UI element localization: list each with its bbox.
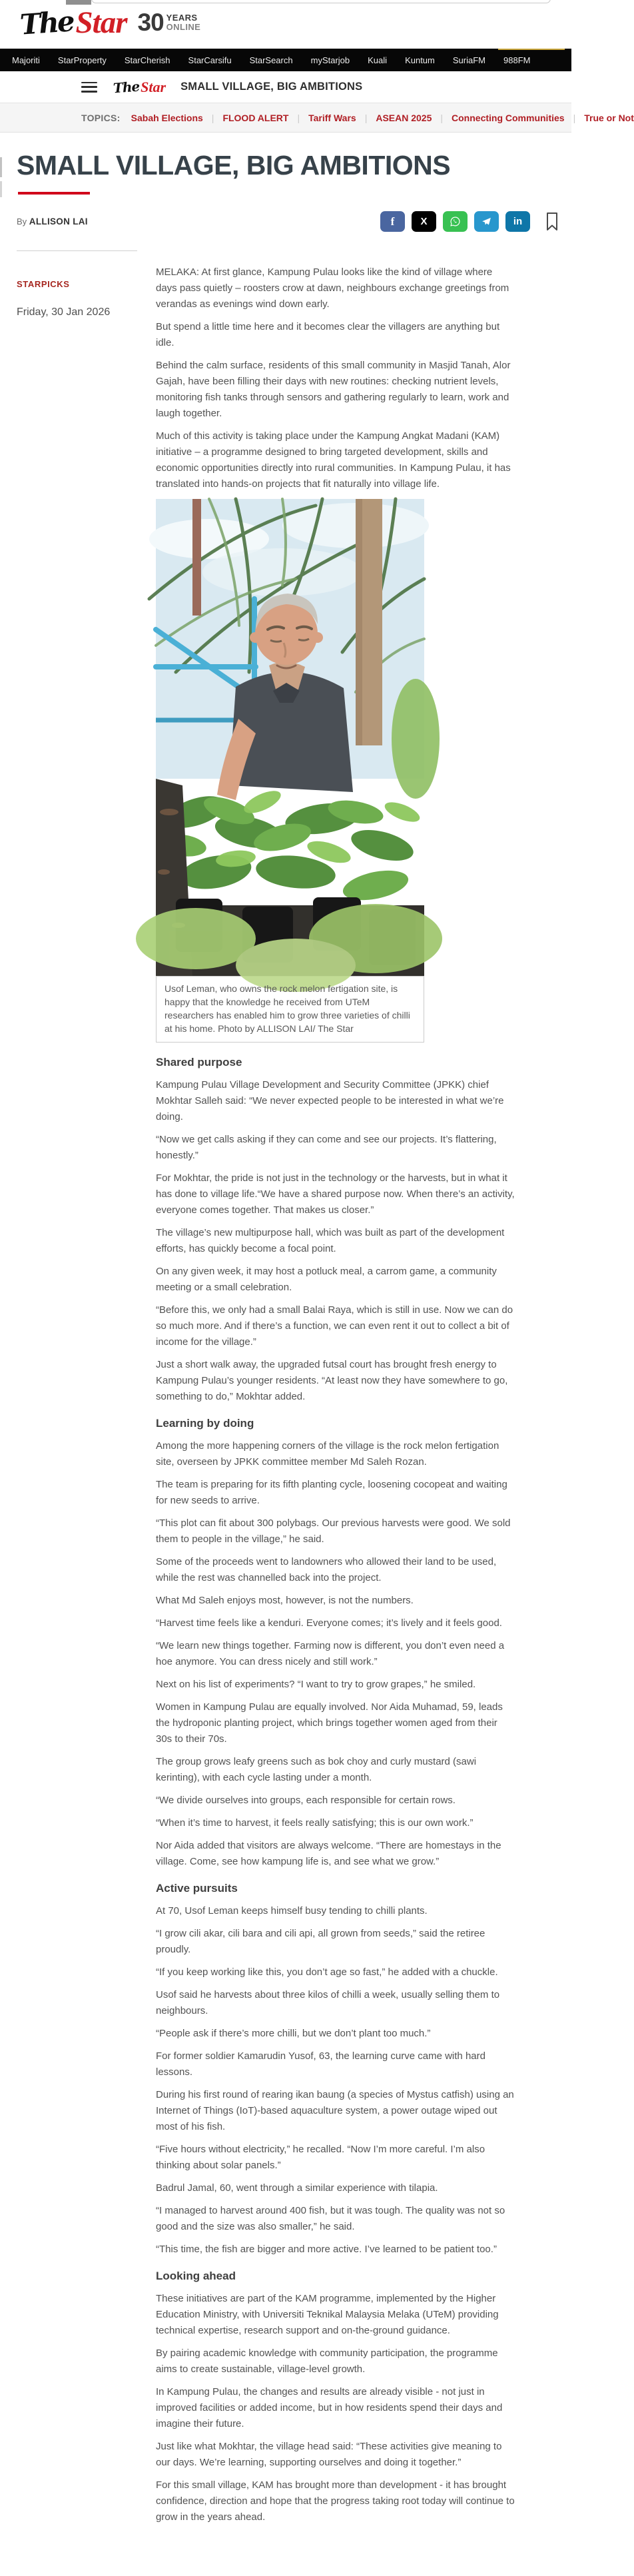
linkedin-share-button[interactable] bbox=[505, 211, 530, 232]
topnav-item-starcarsifu[interactable]: StarCarsifu bbox=[188, 55, 232, 65]
sticky-article-title: SMALL VILLAGE, BIG AMBITIONS bbox=[180, 81, 363, 93]
article-paragraph: “This time, the fish are bigger and more active. I’ve learned to be patient too.” bbox=[156, 2244, 497, 2255]
article-paragraph: “Five hours without electricity,” he recalled. “Now I’m more careful. I’m also thinking about solar panels.” bbox=[156, 2144, 485, 2171]
article-paragraph: Some of the proceeds went to landowners who allowed their land to be used, while the rest was channelled back into the project. bbox=[156, 1556, 497, 1583]
article-paragraph: During his first round of rearing ikan baung (a species of Mystus catfish) using an Internet of Things (IoT)-based aquaculture system, a power outage wiped out most of his fish. bbox=[156, 2089, 514, 2132]
article-paragraph: “Before this, we only had a small Balai Raya, which is still in use. Now we can do so much more. And if there’s a function, we can even rent it out to collect a bit of income for the village.” bbox=[156, 1304, 513, 1348]
article-paragraph: Just a short walk away, the upgraded futsal court has brought fresh energy to Kampung Pulau’s younger residents. “At least now they have somewhere to go, something to do,” Mokhtar added. bbox=[156, 1359, 508, 1402]
article-page bbox=[0, 150, 571, 2532]
article-paragraph: “We divide ourselves into groups, each responsible for certain rows. bbox=[156, 1795, 456, 1806]
topic-link-tariff-wars[interactable]: Tariff Wars bbox=[308, 112, 356, 123]
topic-separator: | bbox=[364, 112, 368, 123]
whatsapp-share-button[interactable] bbox=[443, 211, 468, 232]
topics-label: TOPICS: bbox=[81, 112, 121, 123]
logo-the-text: The bbox=[19, 5, 75, 41]
topic-link-flood-alert[interactable]: FLOOD ALERT bbox=[222, 112, 289, 123]
x-share-button[interactable] bbox=[412, 211, 436, 232]
article-paragraph: For Mokhtar, the pride is not just in the technology or the harvests, but in what it has done to village life.“We have a shared purpose now. When there’s an activity, everyone comes together. That makes us closer.” bbox=[156, 1172, 515, 1216]
article-paragraph: By pairing academic knowledge with community participation, the programme aims to create sustainable, village-level growth. bbox=[156, 2348, 498, 2375]
thestar-mini-logo[interactable] bbox=[113, 79, 166, 96]
article-paragraph: In Kampung Pulau, the changes and results are already visible - not just in improved facilities or added income, but in how residents spend their days and imagine their future. bbox=[156, 2386, 503, 2429]
article-paragraph: The team is preparing for its fifth planting cycle, loosening cocopeat and waiting for new seeds to arrive. bbox=[156, 1479, 507, 1506]
bookmark-button[interactable] bbox=[545, 212, 559, 232]
article-paragraph: What Md Saleh enjoys most, however, is not the numbers. bbox=[156, 1595, 414, 1606]
article-paragraph: But spend a little time here and it becomes clear the villagers are anything but idle. bbox=[156, 321, 500, 348]
article-photo-figure bbox=[156, 499, 426, 1043]
article-paragraph: The village’s new multipurpose hall, which was built as part of the development efforts, has quickly become a focal point. bbox=[156, 1227, 505, 1254]
article-paragraph: Much of this activity is taking place under the Kampung Angkat Madani (KAM) initiative – a programme designed to bring targeted development, skills and economic opportunities directly into rural communities. In Kampung Pulau, it has translated into hands-on projects that fit naturally into village life. bbox=[156, 430, 511, 490]
masthead bbox=[0, 0, 571, 49]
topnav-item-988fm[interactable]: 988FM bbox=[503, 55, 531, 65]
article-paragraph: Kampung Pulau Village Development and Security Committee (JPKK) chief Mokhtar Salleh said: “We never expected people to be interested in what we’re doing. bbox=[156, 1079, 504, 1122]
section-heading: Shared purpose bbox=[156, 1056, 242, 1069]
section-heading: Learning by doing bbox=[156, 1417, 254, 1430]
article-paragraph: Women in Kampung Pulau are equally involved. Nor Aida Muhamad, 59, leads the hydroponic planting project, which brings together women aged from their 30s to their 70s. bbox=[156, 1701, 503, 1745]
article-paragraph: “People ask if there’s more chilli, but we don’t plant too much.” bbox=[156, 2028, 431, 2039]
topic-link-asean-2025[interactable]: ASEAN 2025 bbox=[376, 112, 432, 123]
anniversary-online-label: ONLINE bbox=[166, 22, 201, 32]
anniversary-badge bbox=[138, 9, 201, 39]
article-paragraph: The group grows leafy greens such as bok choy and curly mustard (sawi kerinting), with each cycle lasting under a month. bbox=[156, 1756, 477, 1783]
anniversary-number: 30 bbox=[137, 9, 164, 36]
topic-link-true-or-not[interactable]: True or Not bbox=[584, 112, 634, 123]
anniversary-years-label: YEARS bbox=[166, 13, 198, 23]
article-paragraph: Badrul Jamal, 60, went through a similar experience with tilapia. bbox=[156, 2182, 438, 2194]
topnav-item-majoriti[interactable]: Majoriti bbox=[12, 55, 40, 65]
left-rail bbox=[17, 264, 140, 2532]
top-navigation bbox=[0, 49, 571, 71]
telegram-icon bbox=[481, 216, 492, 227]
article-paragraph: For former soldier Kamarudin Yusof, 63, the learning curve came with hard lessons. bbox=[156, 2050, 485, 2078]
article-paragraph: Behind the calm surface, residents of this small community in Masjid Tanah, Alor Gajah, have been filling their days with new routines: checking nutrient levels, monitoring fish tanks through sensors and gathering regularly to learn, work and laugh together. bbox=[156, 360, 511, 419]
facebook-icon: f bbox=[390, 215, 395, 228]
topic-separator: | bbox=[211, 112, 214, 123]
article-paragraph: MELAKA: At first glance, Kampung Pulau looks like the kind of village where days pass quietly – roosters crow at dawn, neighbours exchange greetings from verandas as evenings wind down early. bbox=[156, 266, 509, 310]
topic-separator: | bbox=[573, 112, 576, 123]
mini-logo-the: The bbox=[113, 78, 140, 96]
article-paragraph: Next on his list of experiments? “I want to try to grow grapes,” he smiled. bbox=[156, 1679, 476, 1690]
topic-separator: | bbox=[297, 112, 300, 123]
gold-accent-strip bbox=[498, 49, 565, 50]
share-buttons bbox=[380, 211, 559, 232]
thestar-logo[interactable] bbox=[20, 7, 571, 39]
topnav-item-starproperty[interactable]: StarProperty bbox=[57, 55, 107, 65]
article-paragraph: Usof said he harvests about three kilos of chilli a week, usually selling them to neighbours. bbox=[156, 1989, 500, 2016]
section-heading: Looking ahead bbox=[156, 2270, 236, 2282]
photo-caption: Usof Leman, who owns the rock melon fertigation site, is happy that the knowledge he received from UTeM researchers has enabled him to grow three varieties of chilli at his home. Photo by ALLISON LAI/ The Star bbox=[156, 976, 424, 1043]
topic-link-sabah-elections[interactable]: Sabah Elections bbox=[131, 112, 203, 123]
article-paragraph: “We learn new things together. Farming now is different, you don’t even need a hoe anymore. You can dress nicely and still work.” bbox=[156, 1640, 505, 1667]
topnav-item-suriafm[interactable]: SuriaFM bbox=[452, 55, 485, 65]
article-paragraph: Among the more happening corners of the village is the rock melon fertigation site, overseen by JPKK committee member Md Saleh Rozan. bbox=[156, 1440, 499, 1468]
page-title: SMALL VILLAGE, BIG AMBITIONS bbox=[17, 150, 451, 181]
topnav-item-starsearch[interactable]: StarSearch bbox=[249, 55, 293, 65]
article-paragraph: “This plot can fit about 300 polybags. Our previous harvests were good. We sold them to people in the village,” he said. bbox=[156, 1517, 511, 1545]
bookmark-icon bbox=[545, 212, 559, 232]
divider bbox=[17, 250, 137, 251]
article-body bbox=[156, 264, 515, 2532]
topnav-item-starcherish[interactable]: StarCherish bbox=[124, 55, 170, 65]
x-icon: X bbox=[420, 216, 428, 227]
byline bbox=[17, 216, 88, 226]
topnav-item-mystarjob[interactable]: myStarjob bbox=[310, 55, 350, 65]
logo-star-text: Star bbox=[75, 5, 127, 40]
topic-separator: | bbox=[440, 112, 444, 123]
article-photo bbox=[156, 499, 424, 976]
article-paragraph: “If you keep working like this, you don’t age so fast,” he added with a chuckle. bbox=[156, 1966, 498, 1978]
byline-prefix: By bbox=[17, 216, 27, 226]
mini-logo-star: Star bbox=[141, 78, 166, 95]
linkedin-icon: in bbox=[513, 216, 523, 227]
section-heading: Active pursuits bbox=[156, 1882, 238, 1895]
topic-link-connecting-communities[interactable]: Connecting Communities bbox=[452, 112, 565, 123]
publish-date: Friday, 30 Jan 2026 bbox=[17, 306, 111, 318]
article-paragraph: “Now we get calls asking if they can come and see our projects. It’s flattering, honestly.” bbox=[156, 1134, 497, 1161]
article-paragraph: At 70, Usof Leman keeps himself busy tending to chilli plants. bbox=[156, 1905, 428, 1917]
headline-accent-bar bbox=[18, 192, 90, 195]
topnav-item-kuntum[interactable]: Kuntum bbox=[405, 55, 435, 65]
sticky-article-bar bbox=[0, 71, 571, 103]
article-paragraph: “I managed to harvest around 400 fish, but it was tough. The quality was not so good and the size was also smaller,” he said. bbox=[156, 2205, 505, 2232]
article-paragraph: On any given week, it may host a potluck meal, a carrom game, a community meeting or a small celebration. bbox=[156, 1266, 497, 1293]
article-paragraph: “Harvest time feels like a kenduri. Everyone comes; it’s lively and it feels good. bbox=[156, 1617, 502, 1629]
whatsapp-icon bbox=[450, 216, 461, 227]
article-paragraph: “When it’s time to harvest, it feels really satisfying; this is our own work.” bbox=[156, 1817, 474, 1829]
hamburger-menu-icon[interactable] bbox=[81, 82, 97, 93]
topnav-item-kuali[interactable]: Kuali bbox=[368, 55, 388, 65]
article-paragraph: Just like what Mokhtar, the village head said: “These activities give meaning to our days. We’re learning, supporting ourselves and doing it together.” bbox=[156, 2441, 502, 2468]
topics-bar bbox=[0, 103, 634, 133]
article-paragraph: For this small village, KAM has brought more than development - it has brought confidence, direction and hope that the progress taking root today will continue to grow in the years ahead. bbox=[156, 2479, 515, 2523]
article-paragraph: Nor Aida added that visitors are always welcome. “There are homestays in the village. Come, see how kampung life is, and see what we grow.” bbox=[156, 1840, 501, 1867]
facebook-share-button[interactable] bbox=[380, 211, 405, 232]
article-paragraph: These initiatives are part of the KAM programme, implemented by the Higher Education Ministry, with Universiti Teknikal Malaysia Melaka (UTeM) providing technical expertise, research support and on-the-ground guidance. bbox=[156, 2293, 499, 2336]
telegram-share-button[interactable] bbox=[474, 211, 499, 232]
author-name[interactable]: ALLISON LAI bbox=[29, 216, 88, 226]
article-paragraph: “I grow cili akar, cili bara and cili api, all grown from seeds,” said the retiree proudly. bbox=[156, 1928, 485, 1955]
starpicks-label: STARPICKS bbox=[17, 279, 70, 289]
